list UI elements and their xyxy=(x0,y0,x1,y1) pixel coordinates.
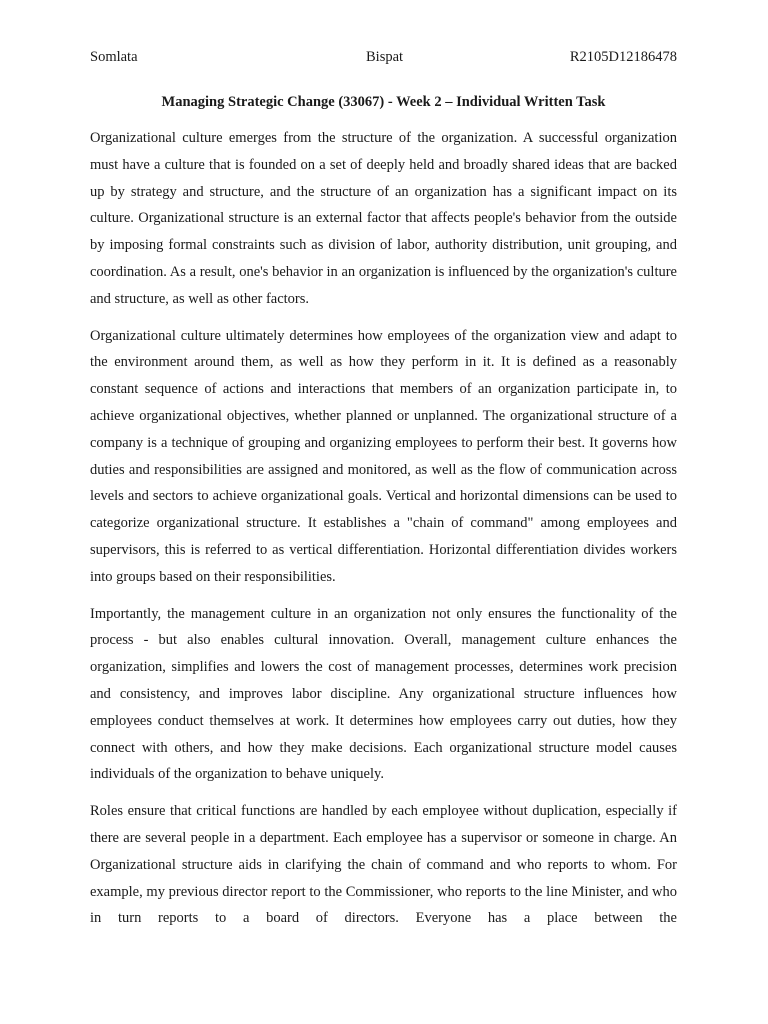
student-id: R2105D12186478 xyxy=(569,49,677,65)
paragraph-4: Roles ensure that critical functions are handled by each employee without duplication, especially if there are several people in a department. Each employee has a supervisor or someone in charge. An Organizational structure aids in clarifying the chain of command and who reports to whom. For example, my previous director report to the Commissioner, who reports to the line Minister, and who in turn reports to a board of directors. Everyone has a place between the xyxy=(90,803,677,927)
document-body xyxy=(90,125,677,942)
author-first-name: Somlata xyxy=(90,49,138,65)
paragraph-1: Organizational culture emerges from the structure of the organization. A successful organization must have a culture that is founded on a set of deeply held and broadly shared ideas that are backed up by strategy and structure, and the structure of an organization has a significant impact on its culture. Organizational structure is an external factor that affects people's behavior from the outside by imposing formal constraints such as division of labor, authority distribution, unit grouping, and coordination. As a result, one's behavior in an organization is influenced by the organization's culture and structure, as well as other factors. xyxy=(90,130,677,307)
paragraph-3: Importantly, the management culture in an organization not only ensures the functionality of the process - but also enables cultural innovation. Overall, management culture enhances the organization, simplifies and lowers the cost of management processes, determines work precision and consistency, and improves labor discipline. Any organizational structure influences how employees conduct themselves at work. It determines how employees carry out duties, how they connect with others, and how they make decisions. Each organizational structure model causes individuals of the organization to behave uniquely. xyxy=(90,605,677,783)
paragraph-2: Organizational culture ultimately determines how employees of the organization view and adapt to the environment around them, as well as how they perform in it. It is defined as a reasonably constant sequence of actions and interactions that members of an organization participate in, to achieve organizational objectives, whether planned or unplanned. The organizational structure of a company is a technique of grouping and organizing employees to perform their best. It governs how duties and responsibilities are assigned and monitored, as well as the flow of communication across levels and sectors to achieve organizational goals. Vertical and horizontal dimensions can be used to categorize organizational structure. It establishes a "chain of command" among employees and supervisors, this is referred to as vertical differentiation. Horizontal differentiation divides workers into groups based on their responsibilities. xyxy=(90,327,677,585)
document-page xyxy=(90,0,677,1024)
author-last-name: Bispat xyxy=(366,49,404,65)
page-header xyxy=(90,47,677,67)
document-title: Managing Strategic Change (33067) - Week 2 – Individual Written Task xyxy=(161,94,606,110)
